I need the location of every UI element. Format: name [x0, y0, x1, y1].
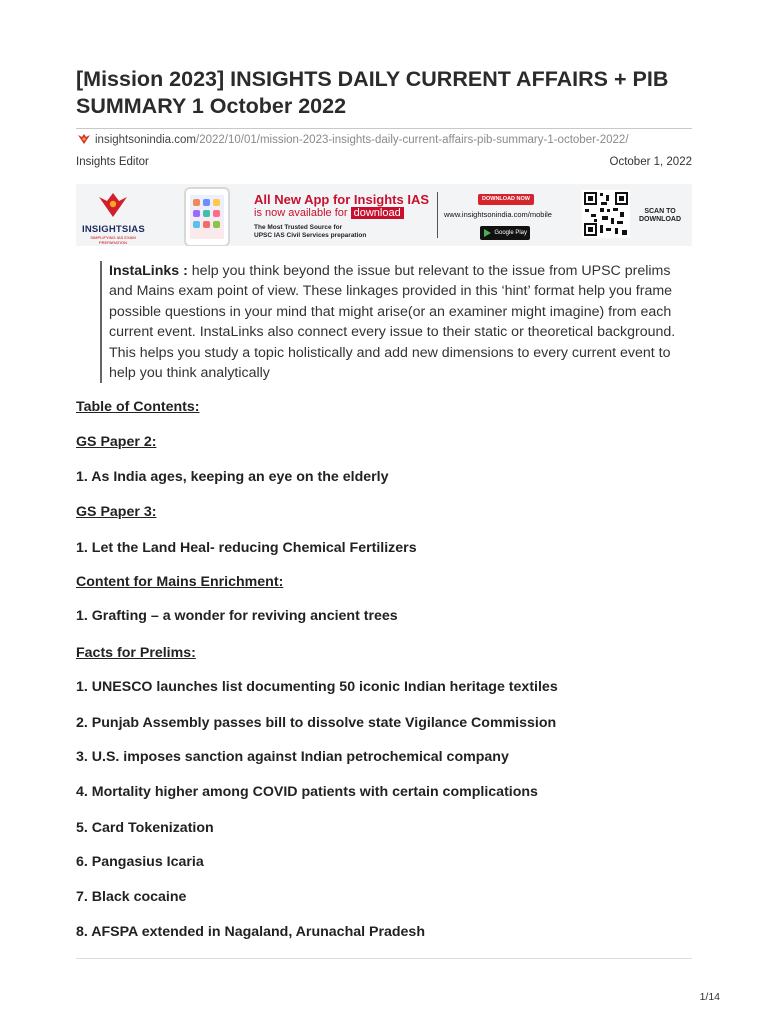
- insightsias-emblem-icon: [96, 192, 130, 218]
- banner-download-highlight: download: [351, 207, 404, 219]
- banner-site-url[interactable]: www.insightsonindia.com/mobile: [444, 210, 552, 219]
- toc-section-mains[interactable]: Content for Mains Enrichment:: [76, 574, 284, 590]
- banner-subheadline: [254, 207, 404, 219]
- page-number: 1/14: [699, 991, 720, 1003]
- author: Insights Editor: [76, 156, 149, 168]
- google-play-button[interactable]: Google Play: [480, 226, 530, 240]
- banner-subtext-line: The Most Trusted Source for: [254, 224, 343, 231]
- toc-item[interactable]: 1. UNESCO launches list documenting 50 iconic Indian heritage textiles: [76, 679, 558, 695]
- page-title: [Mission 2023] INSIGHTS DAILY CURRENT AFFAIRS + PIB SUMMARY 1 October 2022: [76, 67, 669, 118]
- banner-headline: All New App for Insights IAS: [254, 192, 430, 207]
- url-domain[interactable]: insightsonindia.com: [95, 134, 197, 146]
- insightsias-logo: [82, 192, 144, 245]
- scan-to-download-label: [636, 208, 684, 224]
- brand-name: INSIGHTSIAS: [82, 224, 145, 235]
- toc-item[interactable]: 6. Pangasius Icaria: [76, 854, 204, 870]
- banner-subheadline-text: is now available for: [254, 207, 348, 219]
- instalinks-label: InstaLinks :: [109, 263, 188, 279]
- title-divider: [76, 128, 692, 129]
- toc-heading: Table of Contents:: [76, 399, 200, 415]
- app-promo-banner[interactable]: [76, 184, 692, 246]
- toc-item[interactable]: 4. Mortality higher among COVID patients with certain complications: [76, 784, 538, 800]
- source-url[interactable]: [76, 133, 629, 146]
- download-now-button[interactable]: DOWNLOAD NOW: [478, 194, 534, 205]
- banner-divider: [437, 192, 438, 238]
- url-path[interactable]: /2022/10/01/mission-2023-insights-daily-current-affairs-pib-summary-1-october-2022/: [196, 134, 629, 146]
- instalinks-note: [100, 261, 692, 383]
- footer-divider: [76, 958, 692, 959]
- qr-code-icon: [582, 190, 630, 238]
- publish-date: October 1, 2022: [609, 156, 692, 168]
- banner-subtext-line: UPSC IAS Civil Services preparation: [254, 232, 367, 239]
- brand-tagline: SIMPLIFYING IAS EXAM PREPARATION: [90, 235, 136, 245]
- toc-section-gs2[interactable]: GS Paper 2:: [76, 434, 157, 450]
- toc-item[interactable]: 5. Card Tokenization: [76, 820, 214, 836]
- phone-mockup-icon: [184, 187, 230, 246]
- toc-section-gs3[interactable]: GS Paper 3:: [76, 504, 157, 520]
- insights-logo-icon: [76, 133, 92, 145]
- toc-item[interactable]: 8. AFSPA extended in Nagaland, Arunachal Pradesh: [76, 924, 425, 940]
- toc-section-prelims[interactable]: Facts for Prelims:: [76, 645, 196, 661]
- scan-text-line: DOWNLOAD: [639, 216, 681, 223]
- toc-item[interactable]: 7. Black cocaine: [76, 889, 187, 905]
- banner-subtext: [254, 224, 366, 240]
- toc-item[interactable]: 2. Punjab Assembly passes bill to dissolve state Vigilance Commission: [76, 715, 557, 731]
- toc-item[interactable]: 1. As India ages, keeping an eye on the elderly: [76, 469, 389, 485]
- scan-text-line: SCAN TO: [644, 208, 676, 215]
- instalinks-text: help you think beyond the issue but relevant to the issue from UPSC prelims and Mains exam point of view. These linkages provided in this ‘hint’ format help you frame possible questions in your mind that might arise(or an examiner might imagine) from each current event. InstaLinks also connect every issue to their static or theoretical background. This helps you study a topic holistically and add new dimensions to every current event to help you think analytically: [109, 263, 676, 382]
- toc-item[interactable]: 1. Grafting – a wonder for reviving ancient trees: [76, 608, 398, 624]
- article-meta: [76, 156, 692, 168]
- toc-item[interactable]: 3. U.S. imposes sanction against Indian petrochemical company: [76, 749, 509, 765]
- toc-item[interactable]: 1. Let the Land Heal- reducing Chemical Fertilizers: [76, 540, 417, 556]
